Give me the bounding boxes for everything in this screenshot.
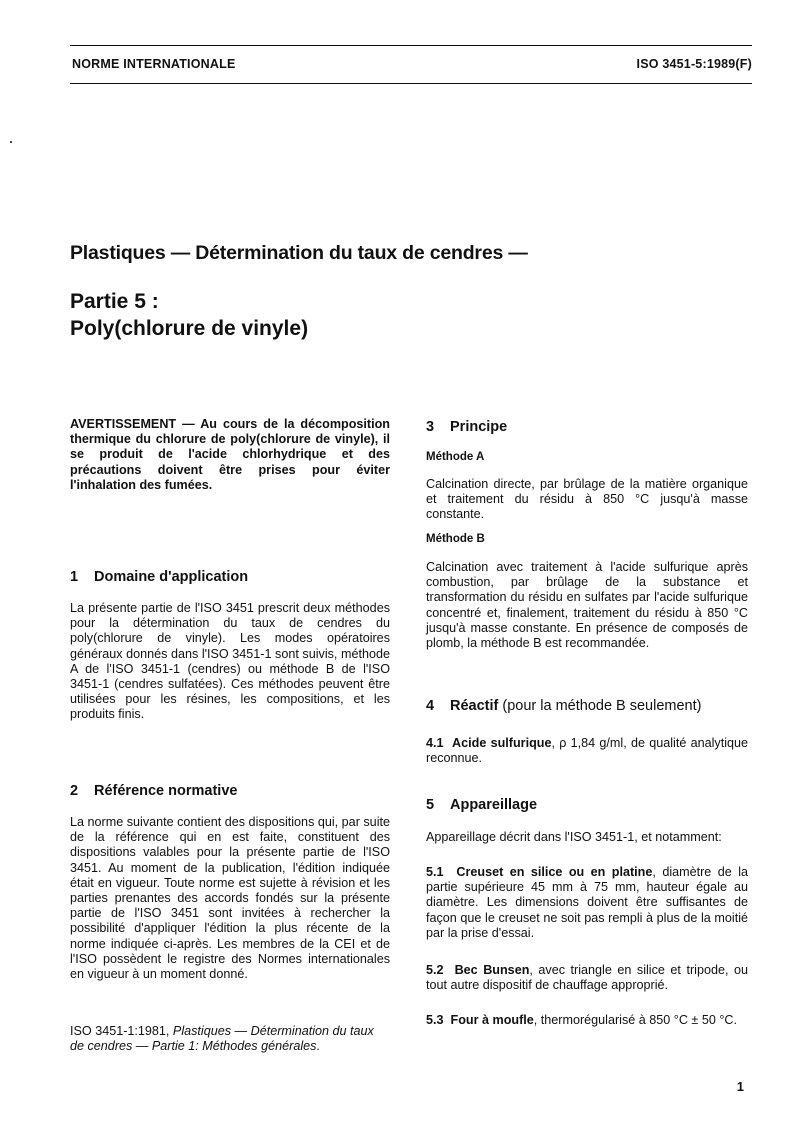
part-subtitle: Poly(chlorure de vinyle)	[70, 317, 309, 340]
item-5-1-text: , diamètre de la partie supérieure 45 mm à 75 mm, hauteur égale au diamètre. Les dimensions doivent être suffisantes de façon que le creuset ne soit pas rempli à plus de la moitié par la prise d'essai.	[426, 865, 749, 940]
item-4-1-number: 4.1	[426, 736, 444, 750]
section-5-number: 5	[426, 797, 435, 813]
section-1-number: 1	[70, 569, 79, 585]
section-4-title: Réactif	[450, 698, 499, 714]
reference-suffix: .	[316, 1039, 320, 1054]
header-right: ISO 3451-5:1989(F)	[636, 57, 752, 71]
section-2-number: 2	[70, 783, 79, 799]
item-5-3-text: , thermorégularisé à 850 °C ± 50 °C.	[533, 1013, 737, 1027]
item-5-3-number: 5.3	[426, 1013, 444, 1027]
section-4-note: (pour la méthode B seulement)	[498, 698, 702, 714]
section-4-heading	[426, 698, 701, 714]
section-2-title: Référence normative	[94, 783, 238, 799]
section-5-heading	[426, 797, 537, 813]
part-label: Partie 5 :	[70, 290, 159, 313]
method-b-label: Méthode B	[426, 533, 485, 545]
item-5-2-label: Bec Bunsen	[454, 963, 530, 977]
section-2-body	[70, 815, 390, 982]
section-1-text: La présente partie de l'ISO 3451 prescrit deux méthodes pour la détermination du taux de cendres du poly(chlorure de vinyle). Les modes opératoires généraux donnés dans l'ISO 3451-1 sont suivis, méthode A de l'ISO 3451-1 (cendres) ou méthode B de l'ISO 3451-1 (cendres sulfatées). Ces méthodes peuvent être utilisées pour les résines, les compositions, et les produits finis.	[70, 601, 390, 722]
section-3-number: 3	[426, 419, 435, 435]
section-5-title: Appareillage	[450, 797, 538, 813]
item-5-1-body	[426, 865, 748, 941]
section-1-title: Domaine d'application	[94, 569, 249, 585]
section-2-text: La norme suivante contient des dispositions qui, par suite de la référence qui en est faite, constituent des dispositions valables pour la présente partie de l'ISO 3451. Au moment de la publication, l'édition indiquée était en vigueur. Toute norme est sujette à révision et les parties prenantes des accords fondés sur la présente partie de l'ISO 3451 sont invitées à rechercher la possibilité d'appliquer l'édition la plus récente de la norme indiquée ci-après. Les membres de la CEI et de l'ISO possèdent le registre des Normes internationales en vigueur à un moment donné.	[70, 815, 390, 982]
section-4-1-body	[426, 736, 748, 766]
document-title: Plastiques — Détermination du taux de cendres —	[70, 242, 528, 264]
item-5-1-label: Creuset en silice ou en platine	[456, 865, 653, 879]
method-b-text: Calcination avec traitement à l'acide sulfurique après combustion, par brûlage de la substance et transformation du résidu en sulfates par l'acide sulfurique concentré et, finalement, traitement du résidu à 850 °C jusqu'à masse constante. En présence de composés de plomb, la méthode B est recommandée.	[426, 560, 748, 651]
section-3-heading	[426, 419, 507, 435]
method-b-body	[426, 560, 748, 651]
section-1-body	[70, 601, 390, 723]
section-4-number: 4	[426, 698, 435, 714]
method-a-text: Calcination directe, par brûlage de la matière organique et traitement du résidu à 850 °C jusqu'à masse constante.	[426, 477, 748, 522]
stray-mark	[10, 141, 12, 143]
item-5-2-text: , avec triangle en silice et tripode, ou tout autre dispositif de chauffage approprié.	[426, 963, 748, 993]
reference-number: ISO 3451-1:1981,	[70, 1024, 173, 1038]
warning-block	[70, 417, 390, 493]
method-a-body	[426, 477, 748, 523]
item-4-1-text: , ρ 1,84 g/ml, de qualité analytique reconnue.	[426, 736, 749, 766]
item-5-2-body	[426, 963, 748, 993]
item-5-3-body	[426, 1013, 748, 1028]
header-left: NORME INTERNATIONALE	[72, 57, 236, 71]
section-2-reference	[70, 1024, 390, 1054]
section-2-heading	[70, 783, 237, 799]
reference-title: Plastiques — Détermination du taux de cendres — Partie 1: Méthodes générales	[70, 1024, 374, 1054]
item-5-2-number: 5.2	[426, 963, 444, 977]
section-5-intro-text: Appareillage décrit dans l'ISO 3451-1, et notamment:	[426, 830, 722, 844]
section-3-title: Principe	[450, 419, 508, 435]
item-5-3-label: Four à moufle	[450, 1013, 534, 1027]
item-5-1-number: 5.1	[426, 865, 444, 879]
item-4-1-label: Acide sulfurique	[452, 736, 552, 750]
section-5-intro	[426, 830, 748, 845]
header-rule	[70, 83, 752, 84]
top-rule	[70, 45, 752, 46]
section-1-heading	[70, 569, 248, 585]
warning-text: AVERTISSEMENT — Au cours de la décomposition thermique du chlorure de poly(chlorure de vinyle), il se produit de l'acide chlorhydrique et des précautions doivent être prises pour éviter l'inhalation des fumées.	[70, 417, 390, 492]
method-a-label: Méthode A	[426, 451, 485, 463]
page-number: 1	[736, 1079, 744, 1094]
